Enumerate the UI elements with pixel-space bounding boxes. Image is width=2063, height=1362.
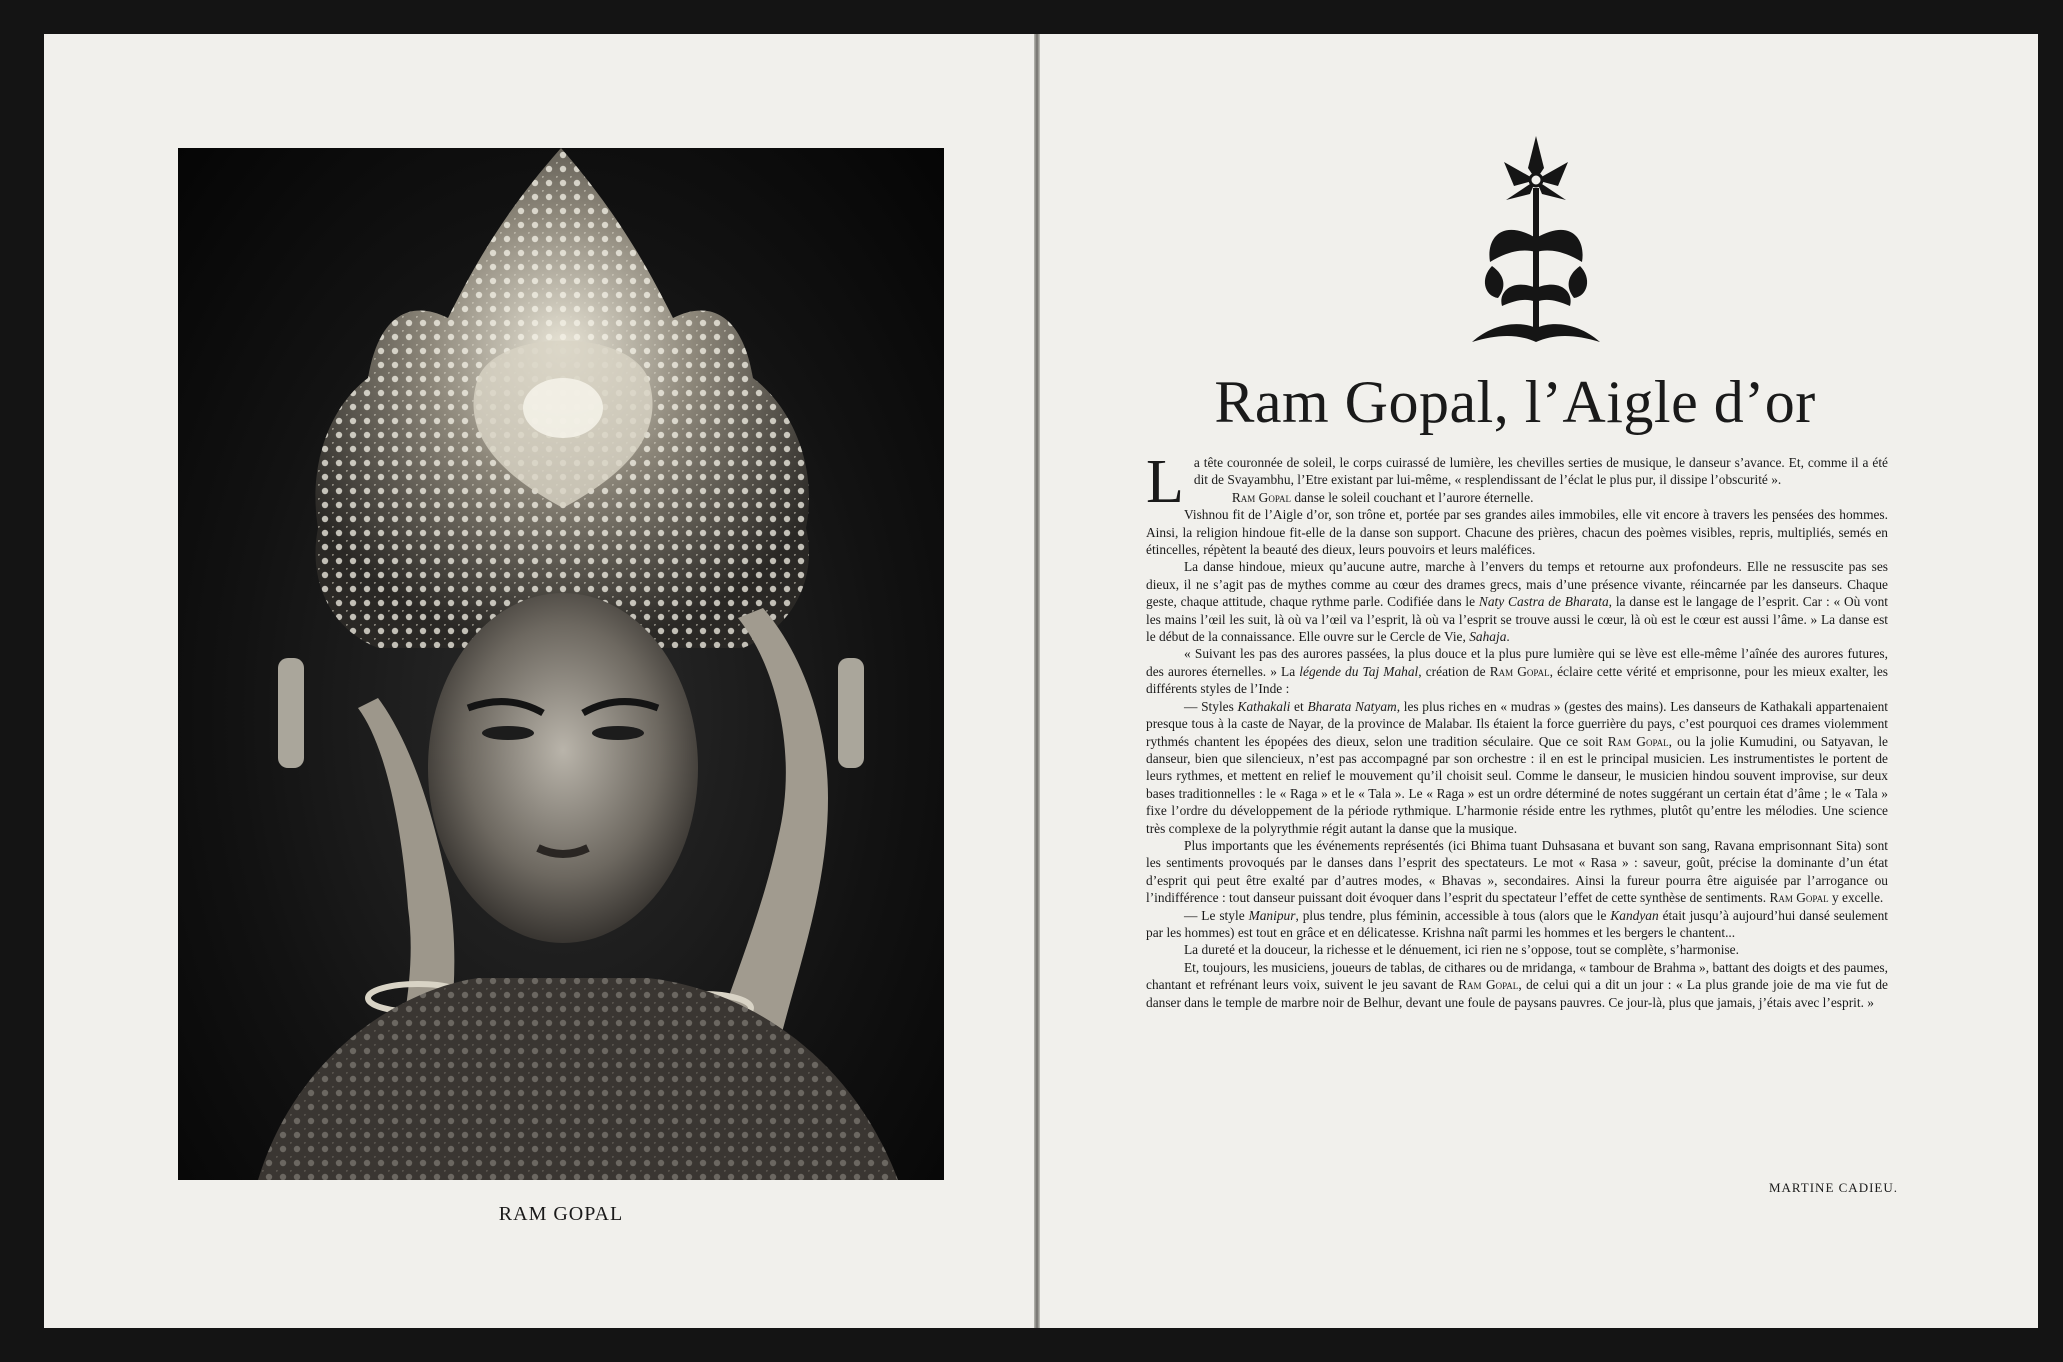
paragraph-6: — Styles Kathakali et Bharata Natyam, les plus riches en « mudras » (gestes des mains). Les danseurs de Kathakali appartenaient presque tous à la caste de Nayar, de la province de Malabar. Ils étaient la force guerrière du pays, c’est pourquoi ces drames violemment rythmés chantent les épopées des dieux, selon une tradition séculaire. Que ce soit Ram Gopal, ou la jolie Kumudini, ou Satyavan, le danseur, bien que silencieux, n’est pas accompagné par son orchestre : il en est le principal musicien. Les instrumentistes le portent de leurs rythmes, et mettent en relief le mouvement qu’il choisit seul. Comme le danseur, le musicien hindou souvent improvise, sur deux bases traditionnelles : le « Raga » et le « Tala ». Le « Raga » est un ordre déterminé de notes suggérant un certain état d’âme ; le « Tala » fixe l’ordre du développement de la période rythmique. L’harmonie réside entre les rythmes, plutôt qu’entre les mélodies. Une science très complexe de la polyrythmie régit autant la danse que la musique.	[1146, 698, 1888, 836]
portrait-illustration	[178, 148, 944, 1180]
paragraph-9: La dureté et la douceur, la richesse et le dénuement, ici rien ne s’oppose, tout se complète, s’harmonise.	[1184, 942, 1739, 958]
right-hand	[718, 608, 828, 1048]
caption-text: RAM GOPAL	[498, 1203, 624, 1225]
paragraph-5: « Suivant les pas des aurores passées, la plus douce et la plus pure lumière qui se lève est elle-même l’aînée des aurores futures, des aurores éternelles. » La légende du Taj Mahal, création de Ram Gopal, éclaire cette vérité et emprisonne, pour les mieux exalter, les différents styles de l’Inde :	[1146, 646, 1889, 697]
paragraph-10: Et, toujours, les musiciens, joueurs de tablas, de cithares ou de mridanga, « tambour de Brahma », battant des doigts et des paumes, chantant et refrénant leurs voix, suivent le jeu savant de Ram Gopal, de celui qui a dit un jour : « La plus grande joie de ma vie fut de danser dans le temple de marbre noir de Belhur, devant une foule de paysans pauvres. Ce jour-là, plus que jamais, j’étais avec l’esprit. »	[1146, 959, 1888, 1010]
drop-cap: L	[1146, 448, 1184, 516]
article-title: Ram Gopal, l’Aigle d’or	[1214, 369, 1816, 435]
face	[428, 593, 698, 943]
right-page	[1040, 34, 2038, 1328]
article-body	[1146, 448, 1889, 1011]
flower-ornament-icon	[1462, 128, 1610, 352]
paragraph-1: La tête couronnée de soleil, le corps cuirassé de lumière, les chevilles serties de musique, le danseur s’avance. Et, comme il a été dit de Svayambhu, l’Etre existant par lui-même, « resplendissant de l’éclat le plus pur, il dissipe l’obscurité ».	[1146, 448, 1888, 516]
paragraph-2: Ram Gopal danse le soleil couchant et l’aurore éternelle.	[1231, 489, 1534, 505]
left-page	[44, 34, 1034, 1328]
author-signature: MARTINE CADIEU.	[1768, 1180, 1898, 1195]
paragraph-8: — Le style Manipur, plus tendre, plus féminin, accessible à tous (alors que le Kandyan était jusqu’à aujourd’hui dansé seulement par les hommes) est tout en grâce et en délicatesse. Krishna naît parmi les hommes et les bergers le chantent...	[1146, 907, 1888, 940]
paragraph-4: La danse hindoue, mieux qu’aucune autre, marche à l’envers du temps et retourne aux profondeurs. Elle ne ressuscite pas ses dieux, il ne s’agit pas de mythes comme au cœur des drames grecs, mais d’une présence vivante, réincarnée par les danseurs. Chaque geste, chaque attitude, chaque rythme parle. Codifiée dans le Naty Castra de Bharata, la danse est le langage de l’esprit. Car : « Où vont les mains l’œil les suit, là où va l’œil va l’esprit, là où va l’esprit se trouve aussi le cœur, là où est le cœur est aussi l’âme. » La danse est le début de la connaissance. Elle ouvre sur le Cercle de Vie, Sahaja.	[1146, 559, 1888, 645]
paragraph-3: Vishnou fit de l’Aigle d’or, son trône et, portée par ses grandes ailes immobiles, elle vit encore à travers les pensées des hommes. Ainsi, la religion hindoue fit-elle de la danse son support. Chacune des prières, chacun des poèmes visibles, repris, multipliés, semés en étincelles, répètent la beauté des dieux, leurs pouvoirs et leurs maléfices.	[1146, 507, 1888, 558]
paragraph-7: Plus importants que les événements représentés (ici Bhima tuant Duhsasana et buvant son sang, Ravana emprisonnant Sita) sont les sentiments provoqués par le danses dans l’esprit des spectateurs. Le mot « Rasa » : saveur, goût, précise la dominante d’un état d’esprit qui peut être exalté par d’autres modes, « Bhavas », secondaires. Ainsi la fureur pourra être aiguisée par l’arrogance ou l’indifférence : tout danseur puissant doit évoquer dans l’esprit du spectateur l’effet de cette synthèse de sentiments. Ram Gopal y excelle.	[1146, 837, 1888, 906]
ram-gopal-portrait	[178, 148, 944, 1180]
portrait-caption	[178, 1200, 944, 1227]
